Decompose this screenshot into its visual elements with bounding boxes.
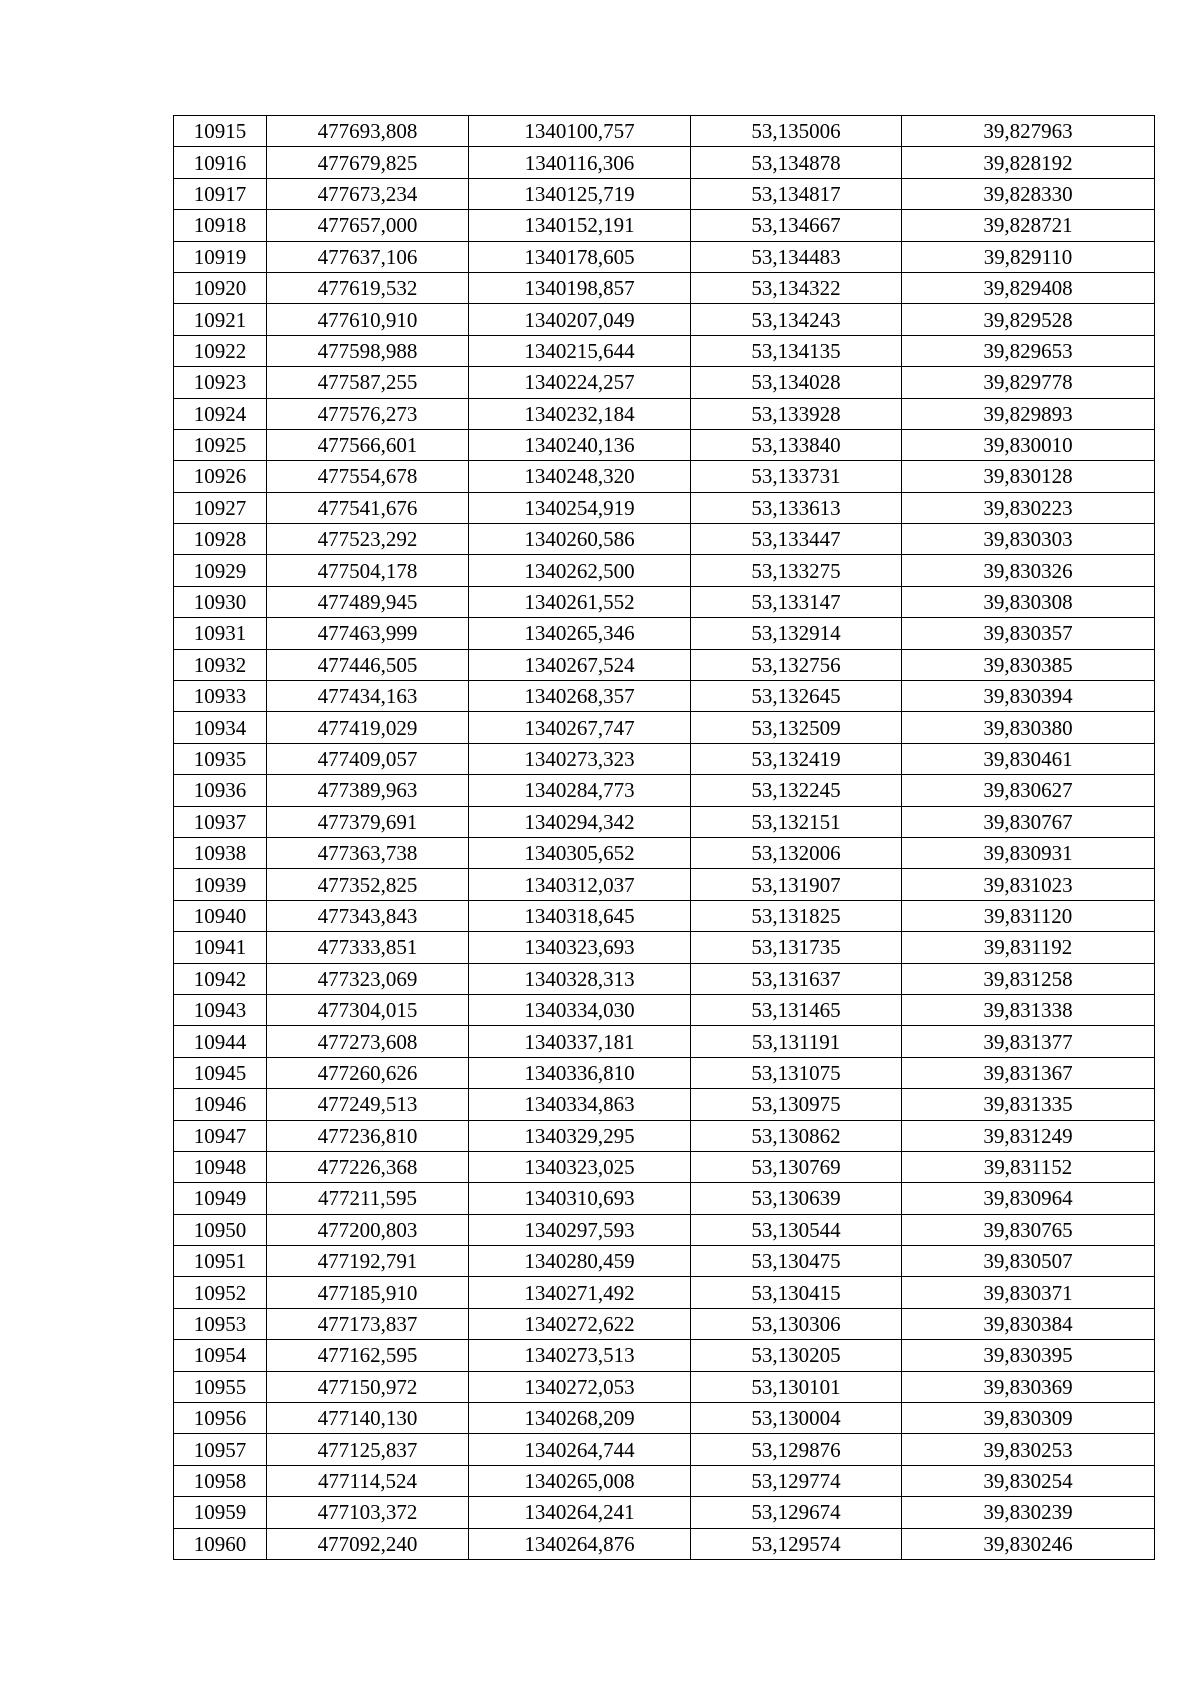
- longitude-cell: 39,830371: [902, 1277, 1155, 1308]
- table-row: [174, 524, 1155, 555]
- point-number-cell: 10944: [174, 1026, 267, 1057]
- table-row: [174, 367, 1155, 398]
- y-coordinate-cell: 1340329,295: [469, 1120, 691, 1151]
- point-number-cell: 10919: [174, 241, 267, 272]
- table-row: [174, 1371, 1155, 1402]
- table-row: [174, 461, 1155, 492]
- y-coordinate-cell: 1340267,747: [469, 712, 691, 743]
- y-coordinate-cell: 1340100,757: [469, 116, 691, 147]
- table-row: [174, 1214, 1155, 1245]
- x-coordinate-cell: 477236,810: [267, 1120, 469, 1151]
- y-coordinate-cell: 1340323,025: [469, 1151, 691, 1182]
- x-coordinate-cell: 477343,843: [267, 900, 469, 931]
- x-coordinate-cell: 477226,368: [267, 1151, 469, 1182]
- point-number-cell: 10950: [174, 1214, 267, 1245]
- table-row: [174, 994, 1155, 1025]
- table-row: [174, 837, 1155, 868]
- latitude-cell: 53,134322: [691, 272, 902, 303]
- longitude-cell: 39,830369: [902, 1371, 1155, 1402]
- point-number-cell: 10925: [174, 429, 267, 460]
- latitude-cell: 53,132509: [691, 712, 902, 743]
- longitude-cell: 39,830223: [902, 492, 1155, 523]
- table-row: [174, 1434, 1155, 1465]
- latitude-cell: 53,130415: [691, 1277, 902, 1308]
- table-row: [174, 116, 1155, 147]
- point-number-cell: 10938: [174, 837, 267, 868]
- x-coordinate-cell: 477554,678: [267, 461, 469, 492]
- x-coordinate-cell: 477125,837: [267, 1434, 469, 1465]
- x-coordinate-cell: 477489,945: [267, 586, 469, 617]
- latitude-cell: 53,134667: [691, 210, 902, 241]
- latitude-cell: 53,129674: [691, 1497, 902, 1528]
- table-row: [174, 649, 1155, 680]
- y-coordinate-cell: 1340116,306: [469, 147, 691, 178]
- latitude-cell: 53,134135: [691, 335, 902, 366]
- x-coordinate-cell: 477352,825: [267, 869, 469, 900]
- x-coordinate-cell: 477273,608: [267, 1026, 469, 1057]
- longitude-cell: 39,830303: [902, 524, 1155, 555]
- point-number-cell: 10958: [174, 1465, 267, 1496]
- point-number-cell: 10946: [174, 1089, 267, 1120]
- table-row: [174, 1340, 1155, 1371]
- table-row: [174, 1308, 1155, 1339]
- table-row: [174, 869, 1155, 900]
- latitude-cell: 53,132006: [691, 837, 902, 868]
- y-coordinate-cell: 1340294,342: [469, 806, 691, 837]
- longitude-cell: 39,830357: [902, 618, 1155, 649]
- x-coordinate-cell: 477598,988: [267, 335, 469, 366]
- table-row: [174, 1403, 1155, 1434]
- longitude-cell: 39,830239: [902, 1497, 1155, 1528]
- table-row: [174, 178, 1155, 209]
- point-number-cell: 10922: [174, 335, 267, 366]
- latitude-cell: 53,129876: [691, 1434, 902, 1465]
- x-coordinate-cell: 477673,234: [267, 178, 469, 209]
- table-row: [174, 555, 1155, 586]
- y-coordinate-cell: 1340207,049: [469, 304, 691, 335]
- y-coordinate-cell: 1340254,919: [469, 492, 691, 523]
- point-number-cell: 10928: [174, 524, 267, 555]
- table-row: [174, 1151, 1155, 1182]
- table-row: [174, 1465, 1155, 1496]
- y-coordinate-cell: 1340224,257: [469, 367, 691, 398]
- latitude-cell: 53,133147: [691, 586, 902, 617]
- y-coordinate-cell: 1340260,586: [469, 524, 691, 555]
- point-number-cell: 10921: [174, 304, 267, 335]
- y-coordinate-cell: 1340267,524: [469, 649, 691, 680]
- longitude-cell: 39,830253: [902, 1434, 1155, 1465]
- point-number-cell: 10954: [174, 1340, 267, 1371]
- y-coordinate-cell: 1340265,008: [469, 1465, 691, 1496]
- y-coordinate-cell: 1340284,773: [469, 775, 691, 806]
- longitude-cell: 39,828330: [902, 178, 1155, 209]
- x-coordinate-cell: 477323,069: [267, 963, 469, 994]
- longitude-cell: 39,829778: [902, 367, 1155, 398]
- y-coordinate-cell: 1340232,184: [469, 398, 691, 429]
- y-coordinate-cell: 1340125,719: [469, 178, 691, 209]
- point-number-cell: 10948: [174, 1151, 267, 1182]
- y-coordinate-cell: 1340264,744: [469, 1434, 691, 1465]
- latitude-cell: 53,130004: [691, 1403, 902, 1434]
- point-number-cell: 10926: [174, 461, 267, 492]
- latitude-cell: 53,134243: [691, 304, 902, 335]
- y-coordinate-cell: 1340305,652: [469, 837, 691, 868]
- table-row: [174, 1183, 1155, 1214]
- longitude-cell: 39,829408: [902, 272, 1155, 303]
- table-row: [174, 775, 1155, 806]
- table-row: [174, 492, 1155, 523]
- table-row: [174, 1497, 1155, 1528]
- x-coordinate-cell: 477363,738: [267, 837, 469, 868]
- y-coordinate-cell: 1340334,863: [469, 1089, 691, 1120]
- x-coordinate-cell: 477140,130: [267, 1403, 469, 1434]
- x-coordinate-cell: 477162,595: [267, 1340, 469, 1371]
- point-number-cell: 10932: [174, 649, 267, 680]
- y-coordinate-cell: 1340178,605: [469, 241, 691, 272]
- point-number-cell: 10927: [174, 492, 267, 523]
- point-number-cell: 10915: [174, 116, 267, 147]
- x-coordinate-cell: 477419,029: [267, 712, 469, 743]
- latitude-cell: 53,129774: [691, 1465, 902, 1496]
- longitude-cell: 39,827963: [902, 116, 1155, 147]
- latitude-cell: 53,130544: [691, 1214, 902, 1245]
- table-row: [174, 618, 1155, 649]
- longitude-cell: 39,830309: [902, 1403, 1155, 1434]
- latitude-cell: 53,131191: [691, 1026, 902, 1057]
- x-coordinate-cell: 477523,292: [267, 524, 469, 555]
- point-number-cell: 10940: [174, 900, 267, 931]
- x-coordinate-cell: 477173,837: [267, 1308, 469, 1339]
- x-coordinate-cell: 477576,273: [267, 398, 469, 429]
- latitude-cell: 53,134483: [691, 241, 902, 272]
- longitude-cell: 39,830765: [902, 1214, 1155, 1245]
- point-number-cell: 10953: [174, 1308, 267, 1339]
- longitude-cell: 39,829110: [902, 241, 1155, 272]
- point-number-cell: 10959: [174, 1497, 267, 1528]
- x-coordinate-cell: 477693,808: [267, 116, 469, 147]
- longitude-cell: 39,830627: [902, 775, 1155, 806]
- table-row: [174, 806, 1155, 837]
- x-coordinate-cell: 477587,255: [267, 367, 469, 398]
- point-number-cell: 10951: [174, 1246, 267, 1277]
- longitude-cell: 39,830380: [902, 712, 1155, 743]
- longitude-cell: 39,830010: [902, 429, 1155, 460]
- point-number-cell: 10933: [174, 681, 267, 712]
- x-coordinate-cell: 477379,691: [267, 806, 469, 837]
- coordinates-table-body: [174, 116, 1155, 1560]
- x-coordinate-cell: 477114,524: [267, 1465, 469, 1496]
- latitude-cell: 53,132645: [691, 681, 902, 712]
- longitude-cell: 39,829528: [902, 304, 1155, 335]
- latitude-cell: 53,129574: [691, 1528, 902, 1559]
- y-coordinate-cell: 1340337,181: [469, 1026, 691, 1057]
- point-number-cell: 10956: [174, 1403, 267, 1434]
- y-coordinate-cell: 1340248,320: [469, 461, 691, 492]
- point-number-cell: 10920: [174, 272, 267, 303]
- longitude-cell: 39,830931: [902, 837, 1155, 868]
- y-coordinate-cell: 1340271,492: [469, 1277, 691, 1308]
- latitude-cell: 53,132245: [691, 775, 902, 806]
- longitude-cell: 39,828721: [902, 210, 1155, 241]
- latitude-cell: 53,131637: [691, 963, 902, 994]
- table-row: [174, 1089, 1155, 1120]
- y-coordinate-cell: 1340265,346: [469, 618, 691, 649]
- table-row: [174, 1026, 1155, 1057]
- longitude-cell: 39,829653: [902, 335, 1155, 366]
- latitude-cell: 53,130306: [691, 1308, 902, 1339]
- point-number-cell: 10917: [174, 178, 267, 209]
- latitude-cell: 53,130975: [691, 1089, 902, 1120]
- table-row: [174, 900, 1155, 931]
- table-row: [174, 932, 1155, 963]
- longitude-cell: 39,830461: [902, 743, 1155, 774]
- latitude-cell: 53,130101: [691, 1371, 902, 1402]
- table-row: [174, 1057, 1155, 1088]
- y-coordinate-cell: 1340318,645: [469, 900, 691, 931]
- point-number-cell: 10935: [174, 743, 267, 774]
- x-coordinate-cell: 477434,163: [267, 681, 469, 712]
- y-coordinate-cell: 1340272,622: [469, 1308, 691, 1339]
- longitude-cell: 39,830395: [902, 1340, 1155, 1371]
- table-row: [174, 335, 1155, 366]
- x-coordinate-cell: 477657,000: [267, 210, 469, 241]
- point-number-cell: 10936: [174, 775, 267, 806]
- x-coordinate-cell: 477637,106: [267, 241, 469, 272]
- y-coordinate-cell: 1340273,323: [469, 743, 691, 774]
- point-number-cell: 10923: [174, 367, 267, 398]
- x-coordinate-cell: 477619,532: [267, 272, 469, 303]
- y-coordinate-cell: 1340297,593: [469, 1214, 691, 1245]
- y-coordinate-cell: 1340152,191: [469, 210, 691, 241]
- table-row: [174, 1120, 1155, 1151]
- x-coordinate-cell: 477304,015: [267, 994, 469, 1025]
- x-coordinate-cell: 477566,601: [267, 429, 469, 460]
- latitude-cell: 53,133731: [691, 461, 902, 492]
- y-coordinate-cell: 1340328,313: [469, 963, 691, 994]
- point-number-cell: 10916: [174, 147, 267, 178]
- x-coordinate-cell: 477260,626: [267, 1057, 469, 1088]
- point-number-cell: 10957: [174, 1434, 267, 1465]
- latitude-cell: 53,131465: [691, 994, 902, 1025]
- longitude-cell: 39,829893: [902, 398, 1155, 429]
- longitude-cell: 39,828192: [902, 147, 1155, 178]
- x-coordinate-cell: 477185,910: [267, 1277, 469, 1308]
- y-coordinate-cell: 1340336,810: [469, 1057, 691, 1088]
- longitude-cell: 39,830326: [902, 555, 1155, 586]
- point-number-cell: 10942: [174, 963, 267, 994]
- point-number-cell: 10952: [174, 1277, 267, 1308]
- x-coordinate-cell: 477409,057: [267, 743, 469, 774]
- point-number-cell: 10955: [174, 1371, 267, 1402]
- point-number-cell: 10949: [174, 1183, 267, 1214]
- y-coordinate-cell: 1340240,136: [469, 429, 691, 460]
- table-row: [174, 586, 1155, 617]
- longitude-cell: 39,830964: [902, 1183, 1155, 1214]
- point-number-cell: 10945: [174, 1057, 267, 1088]
- x-coordinate-cell: 477333,851: [267, 932, 469, 963]
- latitude-cell: 53,133447: [691, 524, 902, 555]
- table-row: [174, 743, 1155, 774]
- longitude-cell: 39,830507: [902, 1246, 1155, 1277]
- y-coordinate-cell: 1340310,693: [469, 1183, 691, 1214]
- longitude-cell: 39,831249: [902, 1120, 1155, 1151]
- latitude-cell: 53,133840: [691, 429, 902, 460]
- point-number-cell: 10937: [174, 806, 267, 837]
- table-row: [174, 1246, 1155, 1277]
- y-coordinate-cell: 1340262,500: [469, 555, 691, 586]
- point-number-cell: 10931: [174, 618, 267, 649]
- latitude-cell: 53,131825: [691, 900, 902, 931]
- table-row: [174, 429, 1155, 460]
- latitude-cell: 53,132914: [691, 618, 902, 649]
- y-coordinate-cell: 1340264,241: [469, 1497, 691, 1528]
- latitude-cell: 53,132756: [691, 649, 902, 680]
- longitude-cell: 39,830246: [902, 1528, 1155, 1559]
- x-coordinate-cell: 477389,963: [267, 775, 469, 806]
- x-coordinate-cell: 477504,178: [267, 555, 469, 586]
- latitude-cell: 53,130639: [691, 1183, 902, 1214]
- point-number-cell: 10941: [174, 932, 267, 963]
- latitude-cell: 53,130475: [691, 1246, 902, 1277]
- point-number-cell: 10960: [174, 1528, 267, 1559]
- longitude-cell: 39,831338: [902, 994, 1155, 1025]
- point-number-cell: 10930: [174, 586, 267, 617]
- table-row: [174, 147, 1155, 178]
- longitude-cell: 39,831152: [902, 1151, 1155, 1182]
- latitude-cell: 53,134817: [691, 178, 902, 209]
- longitude-cell: 39,830385: [902, 649, 1155, 680]
- y-coordinate-cell: 1340268,209: [469, 1403, 691, 1434]
- latitude-cell: 53,134028: [691, 367, 902, 398]
- table-row: [174, 210, 1155, 241]
- longitude-cell: 39,831377: [902, 1026, 1155, 1057]
- x-coordinate-cell: 477092,240: [267, 1528, 469, 1559]
- y-coordinate-cell: 1340272,053: [469, 1371, 691, 1402]
- longitude-cell: 39,830254: [902, 1465, 1155, 1496]
- table-row: [174, 272, 1155, 303]
- x-coordinate-cell: 477211,595: [267, 1183, 469, 1214]
- table-row: [174, 712, 1155, 743]
- table-row: [174, 963, 1155, 994]
- longitude-cell: 39,830394: [902, 681, 1155, 712]
- x-coordinate-cell: 477200,803: [267, 1214, 469, 1245]
- latitude-cell: 53,135006: [691, 116, 902, 147]
- x-coordinate-cell: 477463,999: [267, 618, 469, 649]
- x-coordinate-cell: 477679,825: [267, 147, 469, 178]
- point-number-cell: 10934: [174, 712, 267, 743]
- table-row: [174, 398, 1155, 429]
- x-coordinate-cell: 477103,372: [267, 1497, 469, 1528]
- point-number-cell: 10939: [174, 869, 267, 900]
- latitude-cell: 53,131907: [691, 869, 902, 900]
- longitude-cell: 39,831258: [902, 963, 1155, 994]
- y-coordinate-cell: 1340312,037: [469, 869, 691, 900]
- table-row: [174, 681, 1155, 712]
- longitude-cell: 39,831120: [902, 900, 1155, 931]
- latitude-cell: 53,132151: [691, 806, 902, 837]
- coordinates-table: [173, 115, 1155, 1560]
- latitude-cell: 53,131735: [691, 932, 902, 963]
- table-row: [174, 1277, 1155, 1308]
- point-number-cell: 10943: [174, 994, 267, 1025]
- y-coordinate-cell: 1340334,030: [469, 994, 691, 1025]
- x-coordinate-cell: 477192,791: [267, 1246, 469, 1277]
- x-coordinate-cell: 477446,505: [267, 649, 469, 680]
- longitude-cell: 39,830308: [902, 586, 1155, 617]
- longitude-cell: 39,830128: [902, 461, 1155, 492]
- latitude-cell: 53,134878: [691, 147, 902, 178]
- latitude-cell: 53,132419: [691, 743, 902, 774]
- table-row: [174, 241, 1155, 272]
- y-coordinate-cell: 1340215,644: [469, 335, 691, 366]
- point-number-cell: 10947: [174, 1120, 267, 1151]
- y-coordinate-cell: 1340323,693: [469, 932, 691, 963]
- y-coordinate-cell: 1340273,513: [469, 1340, 691, 1371]
- longitude-cell: 39,830384: [902, 1308, 1155, 1339]
- longitude-cell: 39,831335: [902, 1089, 1155, 1120]
- latitude-cell: 53,133928: [691, 398, 902, 429]
- table-row: [174, 304, 1155, 335]
- x-coordinate-cell: 477610,910: [267, 304, 469, 335]
- y-coordinate-cell: 1340268,357: [469, 681, 691, 712]
- x-coordinate-cell: 477150,972: [267, 1371, 469, 1402]
- latitude-cell: 53,133275: [691, 555, 902, 586]
- latitude-cell: 53,130862: [691, 1120, 902, 1151]
- y-coordinate-cell: 1340261,552: [469, 586, 691, 617]
- point-number-cell: 10918: [174, 210, 267, 241]
- point-number-cell: 10924: [174, 398, 267, 429]
- longitude-cell: 39,831192: [902, 932, 1155, 963]
- y-coordinate-cell: 1340280,459: [469, 1246, 691, 1277]
- table-row: [174, 1528, 1155, 1559]
- longitude-cell: 39,830767: [902, 806, 1155, 837]
- point-number-cell: 10929: [174, 555, 267, 586]
- y-coordinate-cell: 1340198,857: [469, 272, 691, 303]
- latitude-cell: 53,131075: [691, 1057, 902, 1088]
- latitude-cell: 53,130205: [691, 1340, 902, 1371]
- longitude-cell: 39,831367: [902, 1057, 1155, 1088]
- x-coordinate-cell: 477541,676: [267, 492, 469, 523]
- latitude-cell: 53,130769: [691, 1151, 902, 1182]
- longitude-cell: 39,831023: [902, 869, 1155, 900]
- latitude-cell: 53,133613: [691, 492, 902, 523]
- y-coordinate-cell: 1340264,876: [469, 1528, 691, 1559]
- x-coordinate-cell: 477249,513: [267, 1089, 469, 1120]
